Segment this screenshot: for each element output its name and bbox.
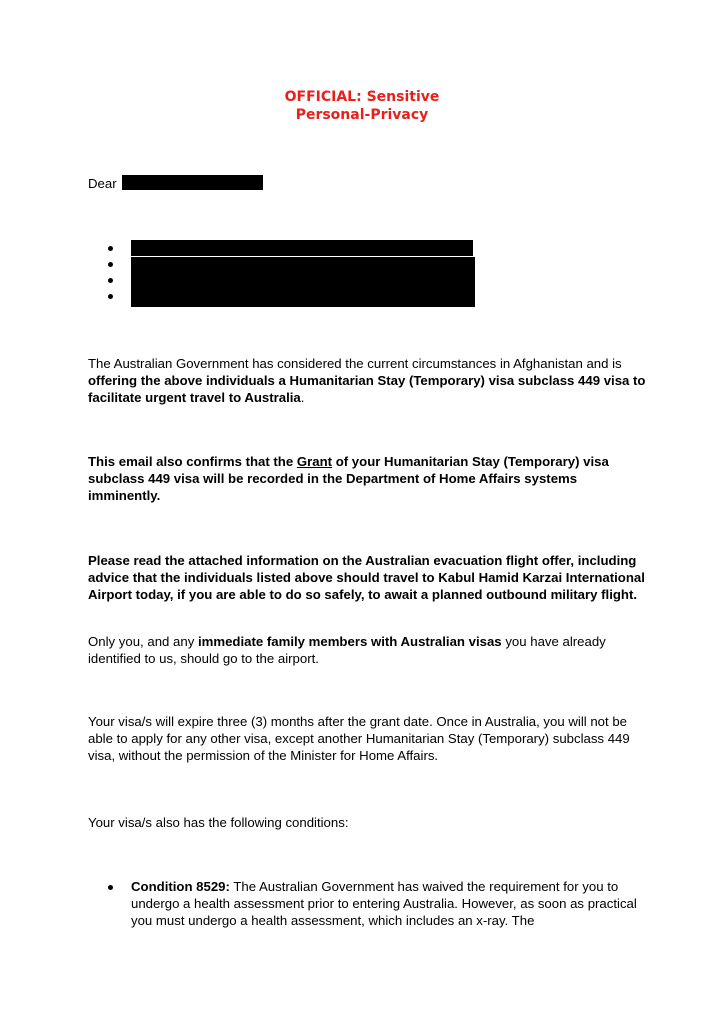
paragraph-bold: of your Humanitarian Stay (Temporary) visa subclass 449 visa will be recorded in the Department of Home Affairs systems imminently. — [88, 454, 609, 503]
classification-line-2: Personal-Privacy — [295, 107, 429, 123]
paragraph-offer — [88, 355, 648, 406]
paragraph-bold: This email also confirms that the — [88, 454, 297, 469]
condition-label: Condition 8529: — [131, 879, 230, 894]
bullet-icon — [108, 262, 113, 267]
paragraph-conditions-intro — [88, 814, 648, 831]
condition-text — [131, 878, 646, 929]
condition-body: The Australian Government has waived the requirement for you to undergo a health assessment prior to entering Australia. However, as soon as practical you must undergo a health assessment, which includes an x-ray. The — [131, 879, 637, 928]
bullet-icon — [108, 246, 113, 251]
classification-header — [0, 88, 724, 124]
paragraph-text: Your visa/s also has the following conditions: — [88, 815, 349, 830]
paragraph-text: Your visa/s will expire three (3) months after the grant date. Once in Australia, you will not be able to apply for any other visa, except another Humanitarian Stay (Temporary) subclass 449 visa, without the permission of the Minister for Home Affairs. — [88, 714, 630, 763]
classification-line-1: OFFICIAL: Sensitive — [284, 89, 440, 105]
paragraph-text: . — [300, 390, 305, 405]
paragraph-grant — [88, 453, 648, 504]
paragraph-bold: offering the above individuals a Humanitarian Stay (Temporary) visa subclass 449 visa to facilitate urgent travel to Australia — [88, 373, 646, 405]
paragraph-bold: immediate family members with Australian visas — [197, 634, 502, 649]
redacted-block — [131, 240, 473, 256]
paragraph-expiry — [88, 713, 648, 764]
paragraph-evacuation — [88, 552, 648, 603]
paragraph-text: Only you, and any — [88, 634, 198, 649]
paragraph-text: you have already identified to us, should go to the airport. — [88, 634, 606, 666]
paragraph-bold: Please read the attached information on the Australian evacuation flight offer, including advice that the individuals listed above should travel to Kabul Hamid Karzai International Airport today, if you are able to do so safely, to await a planned outbound military flight. — [88, 553, 645, 602]
redacted-block — [131, 257, 475, 307]
grant-underlined: Grant — [296, 454, 333, 469]
salutation-text: Dear — [88, 176, 117, 191]
redacted-name — [122, 175, 263, 190]
bullet-icon — [108, 294, 113, 299]
paragraph-airport — [88, 633, 648, 667]
salutation — [88, 175, 648, 192]
paragraph-text: The Australian Government has considered the current circumstances in Afghanistan and is — [88, 356, 622, 371]
bullet-icon — [108, 885, 113, 890]
bullet-icon — [108, 278, 113, 283]
